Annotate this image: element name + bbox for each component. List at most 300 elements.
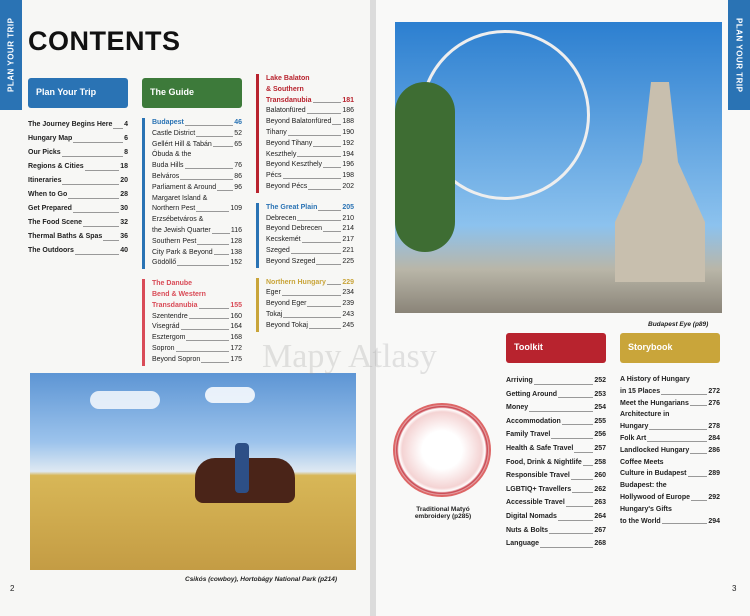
entry-page: 278	[708, 423, 720, 431]
leader-dots	[549, 533, 593, 534]
entry-title: Hollywood of Europe	[620, 493, 690, 501]
leader-dots	[307, 113, 342, 114]
leader-dots	[196, 136, 233, 137]
toc-entry[interactable]	[152, 355, 242, 366]
storybook-header: Storybook	[620, 333, 720, 363]
entry-title: Beyond Debrecen	[266, 225, 323, 233]
leader-dots	[309, 328, 341, 329]
toc-entry[interactable]	[266, 182, 354, 193]
page-title: CONTENTS	[28, 26, 181, 56]
toc-entry[interactable]	[506, 537, 606, 551]
toc-entry[interactable]	[506, 388, 606, 402]
entry-title: Beyond Tihany	[266, 139, 313, 147]
entry-title: Beyond Tokaj	[266, 321, 308, 329]
toc-entry[interactable]	[506, 483, 606, 497]
toc-entry[interactable]	[28, 202, 128, 216]
toc-entry[interactable]	[266, 203, 354, 214]
toolkit-list	[506, 374, 606, 551]
cowboy-photo-caption: Csikós (cowboy), Hortobágy National Park (p214)	[185, 576, 338, 583]
toc-entry[interactable]	[28, 244, 128, 258]
toc-entry[interactable]	[266, 150, 354, 161]
entry-page: 239	[342, 300, 354, 308]
toc-entry[interactable]	[266, 224, 354, 235]
entry-page: 109	[230, 205, 242, 213]
entry-page: 160	[230, 312, 242, 320]
entry-page: 96	[234, 183, 242, 191]
entry-page: 6	[124, 135, 128, 142]
entry-title: When to Go	[28, 191, 68, 198]
entry-title: Money	[506, 404, 529, 412]
toc-entry[interactable]	[152, 172, 242, 183]
entry-title: Coffee Meets	[620, 458, 664, 466]
entry-page: 260	[594, 472, 606, 480]
entry-page: 245	[342, 321, 354, 329]
entry-title: The Food Scene	[28, 219, 83, 226]
entry-page: 262	[594, 485, 606, 493]
entry-title: The Journey Begins Here	[28, 121, 113, 128]
leader-dots	[302, 242, 342, 243]
entry-title: Buda Hills	[152, 162, 184, 170]
entry-page: 225	[342, 257, 354, 265]
entry-title: Getting Around	[506, 390, 558, 398]
entry-title: Accessible Travel	[506, 499, 565, 507]
toc-entry[interactable]	[152, 204, 242, 215]
toc-entry[interactable]	[620, 386, 720, 398]
entry-page: 202	[342, 182, 354, 190]
entry-title: Northern Hungary	[266, 278, 326, 286]
toc-entry[interactable]	[28, 146, 128, 160]
toc-entry[interactable]	[28, 230, 128, 244]
entry-title: Beyond Balatonfüred	[266, 118, 332, 126]
leader-dots	[214, 254, 230, 255]
entry-page: 286	[708, 446, 720, 454]
entry-page: 256	[594, 431, 606, 439]
toc-entry[interactable]	[266, 117, 354, 128]
toc-entry[interactable]	[266, 139, 354, 150]
leader-dots	[558, 397, 593, 398]
toc-entry[interactable]	[266, 85, 354, 96]
leader-dots	[213, 146, 233, 147]
entry-title: the Jewish Quarter	[152, 226, 211, 234]
guide-section	[142, 118, 242, 269]
leader-dots	[571, 479, 594, 480]
entry-page: 36	[120, 233, 128, 240]
leader-dots	[540, 547, 593, 548]
leader-dots	[212, 233, 230, 234]
toc-entry[interactable]	[28, 118, 128, 132]
toc-entry[interactable]	[28, 216, 128, 230]
entry-page: 138	[230, 248, 242, 256]
toc-entry[interactable]	[620, 457, 720, 469]
entry-page: 32	[120, 219, 128, 226]
toc-entry[interactable]	[28, 188, 128, 202]
entry-page: 253	[594, 390, 606, 398]
leader-dots	[308, 189, 341, 190]
page-number: 3	[732, 584, 737, 593]
entry-page: 267	[594, 526, 606, 534]
toc-entry[interactable]	[28, 132, 128, 146]
toc-entry[interactable]	[152, 140, 242, 151]
toc-entry[interactable]	[152, 290, 242, 301]
entry-title: Beyond Pécs	[266, 182, 308, 190]
entry-title: Hungary Map	[28, 135, 73, 142]
entry-page: 294	[708, 517, 720, 525]
entry-page: 128	[230, 237, 242, 245]
entry-page: 18	[120, 163, 128, 170]
leader-dots	[318, 210, 341, 211]
leader-dots	[307, 306, 341, 307]
entry-page: 152	[230, 259, 242, 267]
leader-dots	[690, 405, 707, 406]
leader-dots	[649, 429, 707, 430]
entry-title: Esztergom	[152, 334, 186, 342]
entry-title: Belváros	[152, 172, 180, 180]
toc-entry[interactable]	[28, 174, 128, 188]
leader-dots	[313, 102, 342, 103]
entry-title: Nuts & Bolts	[506, 526, 548, 534]
entry-title: Responsible Travel	[506, 472, 570, 480]
toc-entry[interactable]	[152, 183, 242, 194]
entry-title: Northern Pest	[152, 205, 196, 213]
entry-title: Folk Art	[620, 434, 647, 442]
toc-entry[interactable]	[506, 469, 606, 483]
leader-dots	[688, 476, 708, 477]
entry-page: 272	[708, 387, 720, 395]
leader-dots	[574, 452, 593, 453]
entry-title: Szentendre	[152, 312, 188, 320]
entry-page: 186	[342, 107, 354, 115]
entry-title: Our Picks	[28, 149, 61, 156]
entry-page: 292	[708, 493, 720, 501]
entry-title: Parliament & Around	[152, 183, 217, 191]
toc-entry[interactable]	[620, 468, 720, 480]
leader-dots	[83, 226, 119, 227]
toc-entry[interactable]	[506, 510, 606, 524]
entry-title: Hungary	[620, 423, 649, 431]
entry-title: Southern Pest	[152, 237, 197, 245]
toc-entry[interactable]	[266, 278, 354, 289]
toc-entry[interactable]	[506, 415, 606, 429]
toc-entry[interactable]	[266, 310, 354, 321]
entry-title: Get Prepared	[28, 205, 72, 212]
leader-dots	[282, 295, 342, 296]
toc-entry[interactable]	[266, 160, 354, 171]
plan-your-trip-header: Plan Your Trip	[28, 78, 128, 108]
entry-title: Gellért Hill & Tabán	[152, 140, 212, 148]
entry-page: 205	[342, 203, 354, 211]
leader-dots	[647, 441, 707, 442]
toc-entry[interactable]	[152, 129, 242, 140]
leader-dots	[323, 231, 341, 232]
leader-dots	[562, 424, 593, 425]
toc-entry[interactable]	[266, 128, 354, 139]
entry-title: Beyond Szeged	[266, 257, 316, 265]
entry-title: Food, Drink & Nightlife	[506, 458, 582, 466]
toc-entry[interactable]	[152, 333, 242, 344]
leader-dots	[185, 125, 233, 126]
side-tab[interactable]: PLAN YOUR TRIP	[0, 0, 22, 110]
leader-dots	[583, 465, 593, 466]
embroidery-plate-image	[393, 403, 491, 497]
entry-page: 40	[120, 247, 128, 254]
entry-title: Culture in Budapest	[620, 470, 687, 478]
entry-page: 181	[342, 96, 354, 104]
entry-title: Debrecen	[266, 214, 297, 222]
toc-entry[interactable]	[152, 226, 242, 237]
leader-dots	[196, 211, 229, 212]
toc-entry[interactable]	[620, 409, 720, 421]
entry-page: 234	[342, 289, 354, 297]
toc-entry[interactable]	[152, 301, 242, 312]
leader-dots	[73, 212, 119, 213]
toolkit-header: Toolkit	[506, 333, 606, 363]
leader-dots	[197, 244, 229, 245]
toc-entry[interactable]	[506, 374, 606, 388]
entry-page: 254	[594, 404, 606, 412]
entry-title: Thermal Baths & Spas	[28, 233, 103, 240]
toc-entry[interactable]	[266, 321, 354, 332]
leader-dots	[189, 318, 230, 319]
entry-title: The Danube	[152, 280, 193, 288]
toc-entry[interactable]	[506, 401, 606, 415]
entry-title: Kecskemét	[266, 236, 301, 244]
entry-page: 221	[342, 246, 354, 254]
leader-dots	[661, 394, 707, 395]
entry-page: 116	[230, 226, 242, 234]
entry-title: Margaret Island &	[152, 194, 208, 202]
leader-dots	[62, 184, 119, 185]
guide-section	[142, 279, 242, 365]
leader-dots	[85, 170, 120, 171]
entry-title: Budapest: the	[620, 482, 667, 490]
leader-dots	[180, 179, 233, 180]
toc-entry[interactable]	[506, 456, 606, 470]
toc-entry[interactable]	[152, 150, 242, 161]
toc-entry[interactable]	[620, 516, 720, 528]
leader-dots	[201, 362, 229, 363]
leader-dots	[177, 265, 229, 266]
entry-page: 168	[230, 334, 242, 342]
entry-title: Szeged	[266, 246, 290, 254]
entry-page: 196	[342, 161, 354, 169]
toc-entry[interactable]	[152, 161, 242, 172]
entry-title: Sopron	[152, 344, 175, 352]
entry-title: Budapest	[152, 119, 184, 126]
toc-entry[interactable]	[620, 374, 720, 386]
toc-entry[interactable]	[620, 504, 720, 516]
toc-entry[interactable]	[266, 106, 354, 117]
leader-dots	[691, 500, 707, 501]
side-tab[interactable]: PLAN YOUR TRIP	[728, 0, 750, 110]
toc-entry[interactable]	[28, 160, 128, 174]
entry-title: Transdanubia	[266, 96, 312, 104]
budapest-eye-photo	[395, 22, 722, 313]
entry-title: Castle District	[152, 129, 196, 137]
entry-title: LGBTIQ+ Travellers	[506, 485, 572, 493]
guide-section	[256, 203, 354, 268]
toc-entry[interactable]	[266, 299, 354, 310]
toc-entry[interactable]	[266, 96, 354, 107]
entry-page: 175	[230, 355, 242, 363]
leader-dots	[291, 253, 342, 254]
toc-entry[interactable]	[152, 194, 242, 205]
toc-entry[interactable]	[620, 433, 720, 445]
toc-entry[interactable]	[266, 74, 354, 85]
entry-page: 52	[234, 129, 242, 137]
budapest-eye-caption: Budapest Eye (p89)	[648, 321, 709, 328]
entry-title: Digital Nomads	[506, 512, 557, 520]
toc-entry[interactable]	[152, 322, 242, 333]
toc-entry[interactable]	[152, 215, 242, 226]
toc-entry[interactable]	[506, 442, 606, 456]
leader-dots	[283, 178, 342, 179]
guide-section	[256, 278, 354, 332]
entry-title: Family Travel	[506, 431, 551, 439]
leader-dots	[690, 453, 707, 454]
entry-title: City Park & Beyond	[152, 248, 213, 256]
toc-entry[interactable]	[266, 257, 354, 268]
entry-page: 217	[342, 236, 354, 244]
entry-page: 188	[342, 118, 354, 126]
guide-section	[256, 74, 354, 193]
entry-page: 263	[594, 499, 606, 507]
entry-page: 8	[124, 149, 128, 156]
entry-title: The Outdoors	[28, 247, 74, 254]
toc-entry[interactable]	[152, 258, 242, 269]
entry-title: Arriving	[506, 377, 533, 384]
leader-dots	[313, 146, 341, 147]
toc-entry[interactable]	[266, 288, 354, 299]
toc-entry[interactable]	[266, 171, 354, 182]
watermark: Mapy Atlasy	[262, 338, 437, 375]
entry-page: 76	[234, 162, 242, 170]
leader-dots	[73, 142, 123, 143]
leader-dots	[572, 492, 593, 493]
entry-page: 243	[342, 310, 354, 318]
leader-dots	[185, 168, 234, 169]
toc-entry[interactable]	[152, 248, 242, 259]
entry-title: Lake Balaton	[266, 75, 310, 82]
entry-page: 276	[708, 399, 720, 407]
entry-title: Beyond Eger	[266, 300, 307, 308]
toc-entry[interactable]	[506, 496, 606, 510]
entry-page: 252	[594, 377, 606, 384]
entry-title: Beyond Keszthely	[266, 161, 323, 169]
leader-dots	[529, 411, 593, 412]
entry-page: 86	[234, 172, 242, 180]
entry-page: 155	[230, 301, 242, 309]
entry-title: Tihany	[266, 128, 287, 136]
entry-page: 198	[342, 172, 354, 180]
toc-entry[interactable]	[620, 421, 720, 433]
entry-title: Eger	[266, 289, 281, 297]
toc-entry[interactable]	[266, 235, 354, 246]
entry-page: 190	[342, 128, 354, 136]
entry-page: 28	[120, 191, 128, 198]
entry-title: to the World	[620, 517, 661, 525]
leader-dots	[662, 523, 708, 524]
leader-dots	[176, 351, 230, 352]
entry-title: in 15 Places	[620, 387, 661, 395]
leader-dots	[75, 254, 119, 255]
entry-title: Itineraries	[28, 177, 62, 184]
entry-page: 258	[594, 458, 606, 466]
toc-entry[interactable]	[506, 524, 606, 538]
entry-page: 194	[342, 150, 354, 158]
entry-title: Meet the Hungarians	[620, 399, 689, 407]
cowboy-photo	[30, 373, 356, 570]
toc-entry[interactable]	[266, 246, 354, 257]
entry-page: 192	[342, 139, 354, 147]
leader-dots	[181, 329, 230, 330]
leader-dots	[68, 198, 119, 199]
entry-page: 268	[594, 540, 606, 548]
entry-page: 214	[342, 225, 354, 233]
leader-dots	[199, 308, 230, 309]
leader-dots	[316, 264, 341, 265]
entry-title: Hungary's Gifts	[620, 505, 672, 513]
right-page	[376, 0, 750, 616]
entry-title: Health & Safe Travel	[506, 444, 574, 452]
toc-entry[interactable]	[152, 237, 242, 248]
toc-entry[interactable]	[152, 118, 242, 129]
entry-title: Regions & Cities	[28, 163, 84, 170]
entry-title: Tokaj	[266, 310, 283, 318]
entry-page: 4	[124, 121, 128, 128]
entry-title: Óbuda & the	[152, 151, 192, 159]
entry-page: 210	[342, 214, 354, 222]
entry-page: 257	[594, 444, 606, 452]
entry-page: 164	[230, 323, 242, 331]
entry-page: 264	[594, 512, 606, 520]
toc-entry[interactable]	[620, 480, 720, 492]
toc-entry[interactable]	[152, 344, 242, 355]
entry-page: 255	[594, 417, 606, 425]
leader-dots	[186, 340, 229, 341]
entry-page: 65	[234, 140, 242, 148]
leader-dots	[327, 284, 341, 285]
toc-entry[interactable]	[152, 279, 242, 290]
toc-entry[interactable]	[620, 398, 720, 410]
leader-dots	[566, 506, 594, 507]
entry-title: Language	[506, 540, 540, 548]
entry-title: Balatonfüred	[266, 107, 306, 115]
guide-list-2	[256, 74, 354, 342]
entry-title: Accommodation	[506, 417, 561, 425]
entry-title: Beyond Sopron	[152, 355, 201, 363]
entry-title: Pécs	[266, 172, 282, 180]
toc-entry[interactable]	[152, 312, 242, 323]
leader-dots	[534, 384, 593, 385]
entry-page: 284	[708, 434, 720, 442]
plan-list	[28, 118, 128, 258]
entry-title: Architecture in	[620, 411, 670, 419]
entry-title: Gödöllő	[152, 259, 177, 267]
entry-title: Landlocked Hungary	[620, 446, 690, 454]
entry-page: 46	[234, 119, 242, 126]
entry-page: 229	[342, 278, 354, 286]
the-guide-header: The Guide	[142, 78, 242, 108]
leader-dots	[217, 190, 233, 191]
entry-page: 30	[120, 205, 128, 212]
toc-entry[interactable]	[620, 445, 720, 457]
leader-dots	[332, 124, 341, 125]
leader-dots	[558, 520, 593, 521]
toc-entry[interactable]	[266, 214, 354, 225]
toc-entry[interactable]	[506, 428, 606, 442]
toc-entry[interactable]	[620, 492, 720, 504]
entry-page: 20	[120, 177, 128, 184]
